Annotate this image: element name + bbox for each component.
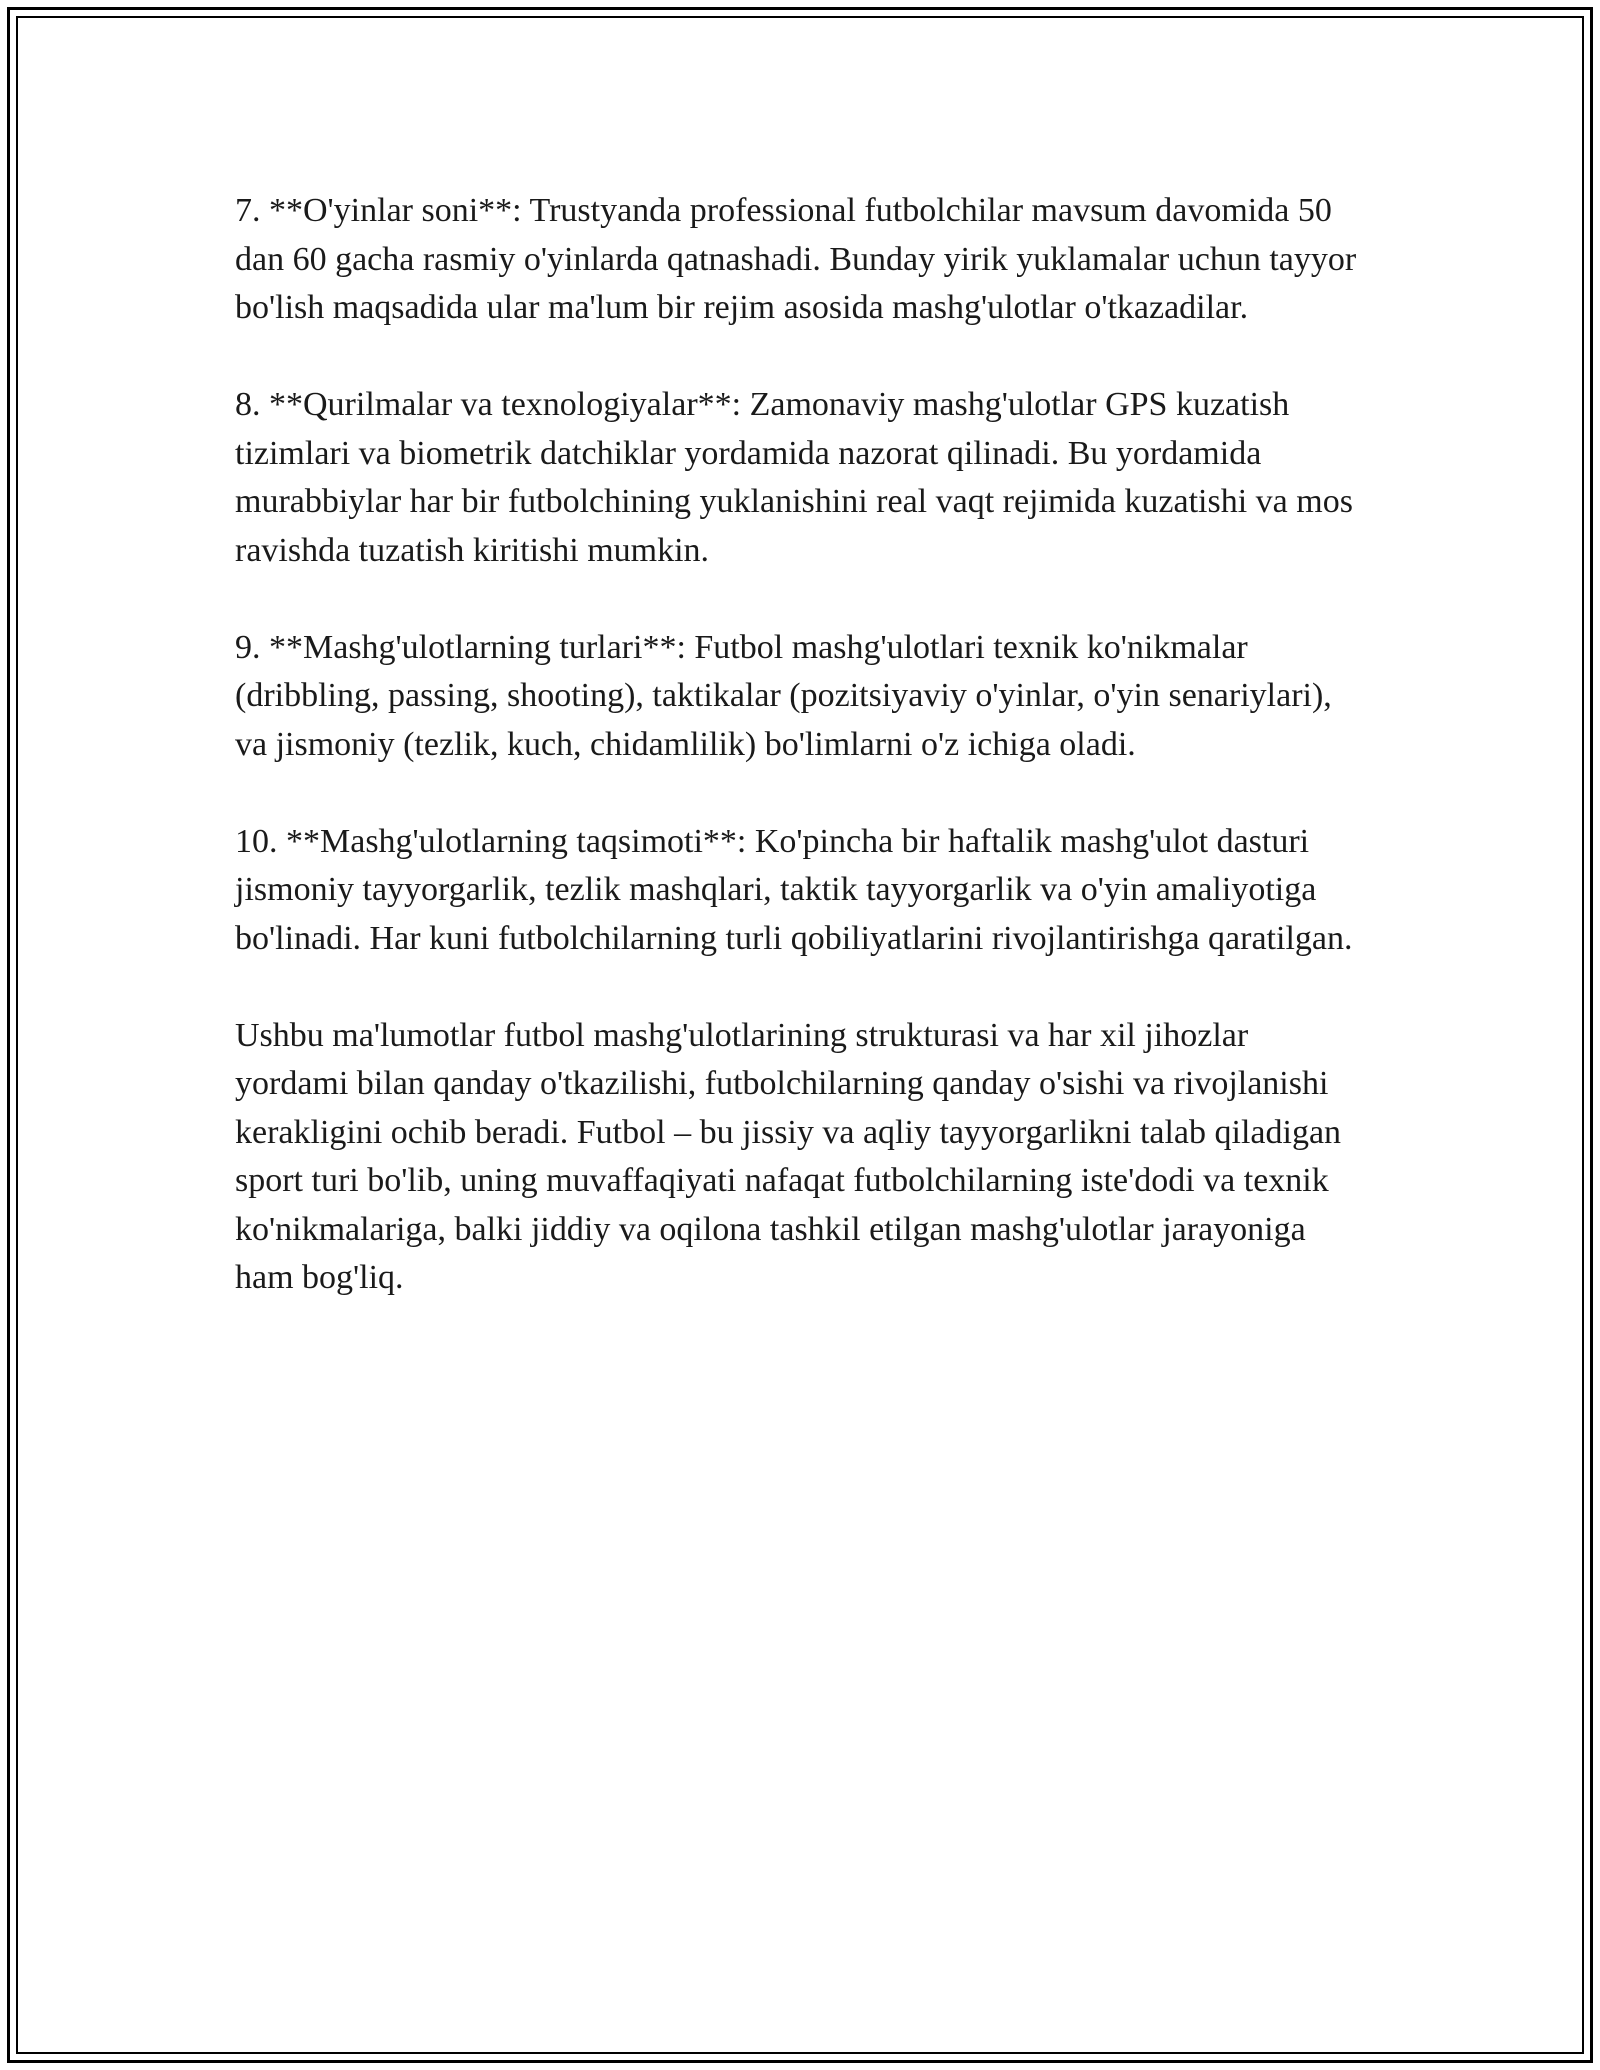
paragraph-conclusion: Ushbu ma'lumotlar futbol mashg'ulotlarining strukturasi va har xil jihozlar yordami bilan qanday o'tkazilishi, futbolchilarning qanday o'sishi va rivojlanishi kerakligini ochib beradi. Futbol – bu jissiy va aqliy tayyorgarlikni talab qiladigan sport turi bo'lib, uning muvaffaqiyati nafaqat futbolchilarning iste'dodi va texnik ko'nikmalariga, balki jiddiy va oqilona tashkil etilgan mashg'ulotlar jarayoniga ham bog'liq. bbox=[235, 1016, 1342, 1296]
document-body bbox=[235, 187, 1365, 1351]
paragraph-item-7: 7. **O'yinlar soni**: Trustyanda professional futbolchilar mavsum davomida 50 dan 60 gacha rasmiy o'yinlarda qatnashadi. Bunday yirik yuklamalar uchun tayyor bo'lish maqsadida ular ma'lum bir rejim asosida mashg'ulotlar o'tkazadilar. bbox=[235, 192, 1357, 326]
paragraph-item-10: 10. **Mashg'ulotlarning taqsimoti**: Ko'pincha bir haftalik mashg'ulot dasturi jismoniy tayyorgarlik, tezlik mashqlari, taktik tayyorgarlik va o'yin amaliyotiga bo'linadi. Har kuni futbolchilarning turli qobiliyatlarini rivojlantirishga qaratilgan. bbox=[235, 822, 1353, 957]
paragraph-item-8: 8. **Qurilmalar va texnologiyalar**: Zamonaviy mashg'ulotlar GPS kuzatish tizimlari va biometrik datchiklar yordamida nazorat qilinadi. Bu yordamida murabbiylar har bir futbolchining yuklanishini real vaqt rejimida kuzatishi va mos ravishda tuzatish kiritishi mumkin. bbox=[235, 386, 1353, 569]
paragraph-item-9: 9. **Mashg'ulotlarning turlari**: Futbol mashg'ulotlari texnik ko'nikmalar (dribbling, passing, shooting), taktikalar (pozitsiyaviy o'yinlar, o'yin senariylari), va jismoniy (tezlik, kuch, chidamlilik) bo'limlarni o'z ichiga oladi. bbox=[235, 628, 1332, 763]
